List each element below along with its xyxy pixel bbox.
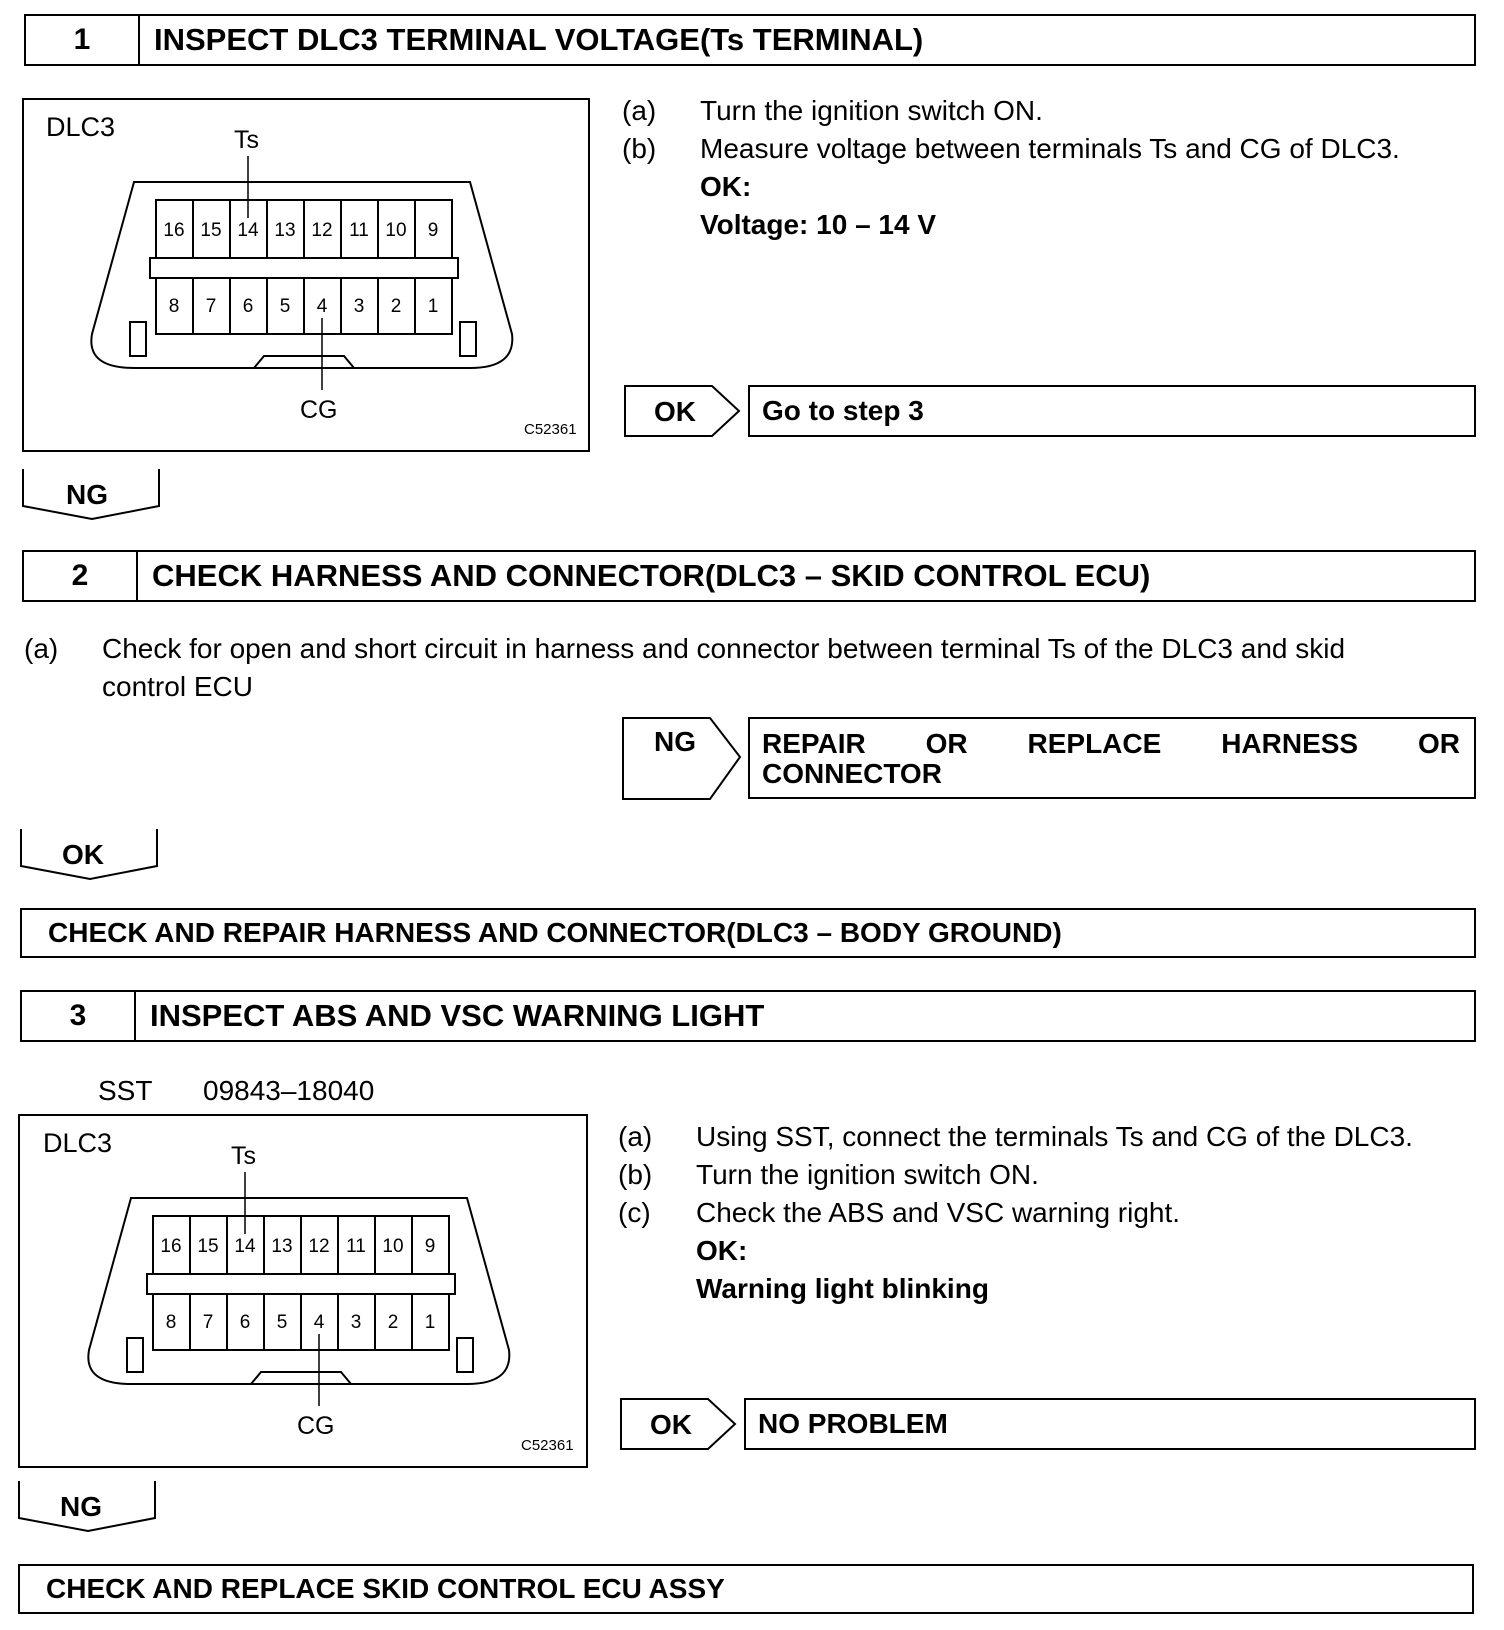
instruction-label: (a) <box>622 95 657 126</box>
cg-label: CG <box>300 396 338 424</box>
step3-instruction-c <box>618 1194 1482 1232</box>
pin-1: 1 <box>424 1312 436 1333</box>
replace-ecu-text: CHECK AND REPLACE SKID CONTROL ECU ASSY <box>46 1573 725 1604</box>
step3-ok-arrow <box>620 1398 740 1450</box>
step3-ok-spec-label-row <box>618 1232 1482 1270</box>
figure-code: C52361 <box>524 421 577 438</box>
pin-7: 7 <box>205 296 217 317</box>
pin-8: 8 <box>168 296 180 317</box>
pin-16: 16 <box>160 1236 182 1257</box>
step2-ok-tab <box>20 828 160 880</box>
check-body-ground-bar <box>20 908 1476 958</box>
step1-ok-result <box>748 385 1476 437</box>
pin-6: 6 <box>242 296 254 317</box>
step1-dlc3-figure <box>22 98 590 452</box>
ts-label: Ts <box>231 1142 256 1170</box>
pin-separator <box>147 1274 455 1294</box>
pin-16: 16 <box>163 220 185 241</box>
dlc3-connector-diagram <box>24 100 588 450</box>
result-word: HARNESS <box>1221 728 1359 759</box>
instruction-label: (c) <box>618 1197 651 1228</box>
replace-ecu-bar <box>18 1564 1474 1614</box>
result-word: OR <box>925 728 968 759</box>
step1-ng-tab <box>22 468 162 520</box>
pin-3: 3 <box>353 296 365 317</box>
pin-6: 6 <box>239 1312 251 1333</box>
sst-label: SST <box>98 1075 153 1106</box>
left-latch <box>127 1338 143 1372</box>
pin-14: 14 <box>237 220 259 241</box>
ok-spec-label: OK: <box>700 171 752 202</box>
voltage-spec: Voltage: 10 – 14 V <box>700 209 937 240</box>
check-body-ground-text: CHECK AND REPAIR HARNESS AND CONNECTOR(DLC3 – BODY GROUND) <box>48 917 1062 948</box>
step3-instructions <box>618 1118 1482 1308</box>
instruction-text-line1: Check for open and short circuit in harness and connector between terminal Ts of the DLC3 and skid <box>102 633 1346 664</box>
sst-number: 09843–18040 <box>203 1075 375 1106</box>
step3-instruction-b <box>618 1156 1482 1194</box>
step3-ok-result <box>744 1398 1476 1450</box>
pin-11: 11 <box>349 220 369 241</box>
instruction-label: (b) <box>622 133 657 164</box>
step1-title: INSPECT DLC3 TERMINAL VOLTAGE(Ts TERMINAL) <box>154 22 924 57</box>
instruction-text-line2: control ECU <box>102 671 253 702</box>
step1-number: 1 <box>26 16 140 64</box>
pin-13: 13 <box>274 220 296 241</box>
step1-ok-spec-label-row <box>622 168 1482 206</box>
instruction-text: Check the ABS and VSC warning right. <box>696 1197 1181 1228</box>
step1-instructions <box>622 92 1482 244</box>
pin-12: 12 <box>308 1236 330 1257</box>
pin-9: 9 <box>424 1236 436 1257</box>
ng-result-line2: CONNECTOR <box>762 758 942 789</box>
step1-instruction-b <box>622 130 1482 168</box>
connector-shell <box>88 1198 509 1384</box>
pin-9: 9 <box>427 220 439 241</box>
connector-key <box>251 1372 351 1384</box>
result-word: REPAIR <box>762 728 866 759</box>
figure-label: DLC3 <box>46 112 116 142</box>
instruction-label: (a) <box>24 633 59 664</box>
left-latch <box>130 322 146 356</box>
ts-label: Ts <box>234 126 259 154</box>
cg-label: CG <box>297 1412 335 1440</box>
result-text: NO PROBLEM <box>758 1408 948 1439</box>
step2-instruction-line1 <box>24 630 1484 668</box>
right-latch <box>457 1338 473 1372</box>
dlc3-connector-diagram <box>20 1116 586 1466</box>
ng-result-line1 <box>762 729 1460 759</box>
instruction-label: (a) <box>618 1121 653 1152</box>
instruction-label: (b) <box>618 1159 653 1190</box>
pin-1: 1 <box>427 296 439 317</box>
pin-10: 10 <box>382 1236 404 1257</box>
pin-4: 4 <box>316 296 328 317</box>
instruction-text: Using SST, connect the terminals Ts and CG of the DLC3. <box>696 1121 1413 1152</box>
step3-spec-row <box>618 1270 1482 1308</box>
instruction-text: Turn the ignition switch ON. <box>696 1159 1039 1190</box>
pin-5: 5 <box>279 296 291 317</box>
pin-8: 8 <box>165 1312 177 1333</box>
pin-15: 15 <box>200 220 222 241</box>
ng-tag: NG <box>654 726 696 757</box>
result-word: REPLACE <box>1027 728 1162 759</box>
step3-dlc3-figure <box>18 1114 588 1468</box>
pin-14: 14 <box>234 1236 256 1257</box>
step3-ng-tab <box>18 1480 158 1532</box>
pin-2: 2 <box>387 1312 399 1333</box>
step3-instruction-a <box>618 1118 1482 1156</box>
step3-title: INSPECT ABS AND VSC WARNING LIGHT <box>150 998 765 1033</box>
step1-instruction-a <box>622 92 1482 130</box>
instruction-text: Turn the ignition switch ON. <box>700 95 1043 126</box>
step3-header <box>20 990 1476 1042</box>
figure-label: DLC3 <box>43 1128 113 1158</box>
pin-12: 12 <box>311 220 333 241</box>
result-text: Go to step 3 <box>762 395 924 426</box>
step2-ng-result <box>748 717 1476 799</box>
step3-number: 3 <box>22 992 136 1040</box>
pin-3: 3 <box>350 1312 362 1333</box>
connector-shell <box>91 182 512 368</box>
step2-number: 2 <box>24 552 138 600</box>
ok-tag: OK <box>654 396 696 427</box>
connector-key <box>254 356 354 368</box>
step1-header <box>24 14 1476 66</box>
ok-spec-label: OK: <box>696 1235 748 1266</box>
pin-15: 15 <box>197 1236 219 1257</box>
step2-instruction <box>24 630 1484 706</box>
pin-5: 5 <box>276 1312 288 1333</box>
ok-tag: OK <box>650 1409 692 1440</box>
warning-light-spec: Warning light blinking <box>696 1273 989 1304</box>
step1-spec-row <box>622 206 1482 244</box>
step2-ng-arrow <box>622 717 746 801</box>
pin-4: 4 <box>313 1312 325 1333</box>
pin-separator <box>150 258 458 278</box>
pin-13: 13 <box>271 1236 293 1257</box>
step2-title: CHECK HARNESS AND CONNECTOR(DLC3 – SKID CONTROL ECU) <box>152 558 1151 593</box>
pin-7: 7 <box>202 1312 214 1333</box>
result-word: OR <box>1418 728 1460 759</box>
ng-tag: NG <box>60 1491 102 1522</box>
pin-11: 11 <box>346 1236 366 1257</box>
step2-instruction-line2 <box>24 668 1484 706</box>
pin-10: 10 <box>385 220 407 241</box>
figure-code: C52361 <box>521 1437 574 1454</box>
step1-ok-arrow <box>624 385 744 437</box>
pin-2: 2 <box>390 296 402 317</box>
ng-tag: NG <box>66 479 108 510</box>
instruction-text: Measure voltage between terminals Ts and CG of DLC3. <box>700 133 1400 164</box>
ok-tag: OK <box>62 839 104 870</box>
step2-header <box>22 550 1476 602</box>
sst-line <box>98 1072 598 1110</box>
right-latch <box>460 322 476 356</box>
